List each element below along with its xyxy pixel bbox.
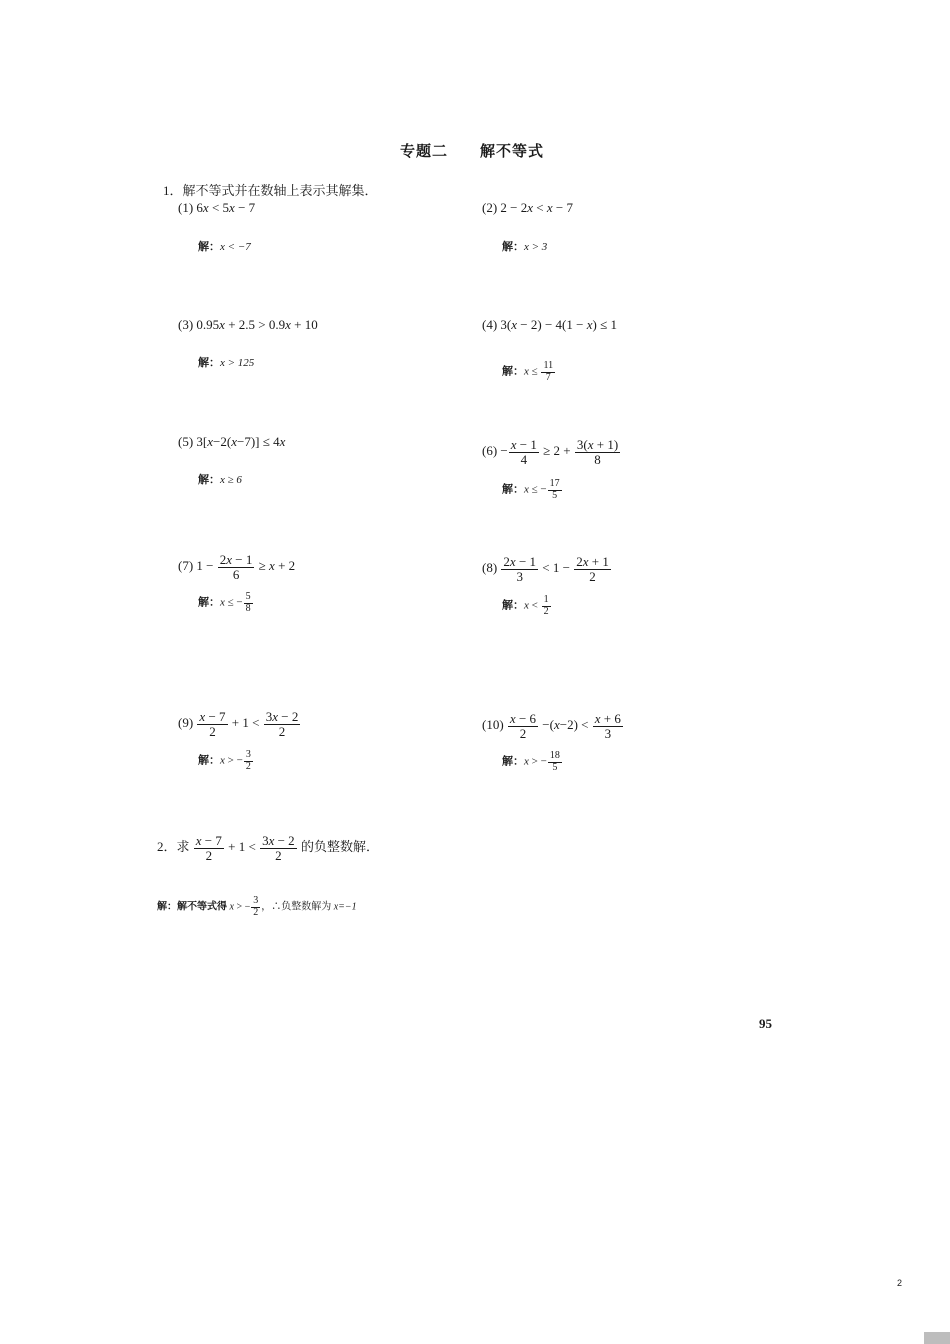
corner-bar	[924, 1332, 950, 1344]
problem-1: (1) 6x < 5x − 7	[178, 200, 256, 215]
answer-5: 解：x ≥ 6	[198, 474, 242, 486]
answer-4: 解：x ≤ $\frac{11}{7}$	[502, 360, 554, 383]
problem-9: (9) $\frac{x - 7}{2}$ + 1 < $\frac{3x - 2}{2}$	[178, 709, 299, 739]
section-1-heading: 1．解不等式并在数轴上表示其解集．	[163, 183, 378, 198]
page-title: 专题二 解不等式	[400, 144, 545, 160]
problem-8: (8) $\frac{2x - 1}{3}$ < 1 − $\frac{2x + 1}{2}$	[482, 554, 609, 584]
problem-10: (10) $\frac{x - 6}{2}$ −(x−2) < $\frac{x + 6}{3}$	[482, 711, 621, 741]
answer-2: 解：x > 3	[502, 241, 548, 253]
page-number: 95	[759, 1016, 772, 1031]
answer-3: 解：x > 125	[198, 357, 255, 369]
answer-7: 解：x ≤ − $\frac{5}{8}$	[198, 591, 251, 614]
answer-1: 解：x < −7	[198, 241, 251, 253]
answer-8: 解：x < $\frac{1}{2}$	[502, 594, 549, 617]
section-2-answer: 解：解不等式得 x > − $\frac{3}{2}$ ，∴负整数解为 x=−1	[157, 895, 357, 918]
problem-2: (2) 2 − 2x < x − 7	[482, 200, 574, 215]
problem-3: (3) 0.95x + 2.5 > 0.9x + 10	[178, 317, 318, 332]
answer-6: 解：x ≤ − $\frac{17}{5}$	[502, 478, 560, 501]
problem-4: (4) 3(x − 2) − 4(1 − x) ≤ 1	[482, 317, 617, 332]
answer-9: 解：x > − $\frac{3}{2}$	[198, 749, 251, 772]
corner-page-number: 2	[897, 1278, 903, 1288]
answer-10: 解：x > − $\frac{18}{5}$	[502, 750, 560, 773]
problem-7: (7) 1 − $\frac{2x - 1}{6}$ ≥ x + 2	[178, 552, 296, 582]
section-2-problem: 2．求 $\frac{x - 7}{2}$ + 1 < $\frac{3x - 2}{2}$ 的负整数解．	[157, 833, 379, 863]
problem-6: (6) − $\frac{x - 1}{4}$ ≥ 2 + $\frac{3(x + 1)}{8}$	[482, 437, 619, 467]
problem-5: (5) 3[x−2(x−7)] ≤ 4x	[178, 434, 286, 449]
